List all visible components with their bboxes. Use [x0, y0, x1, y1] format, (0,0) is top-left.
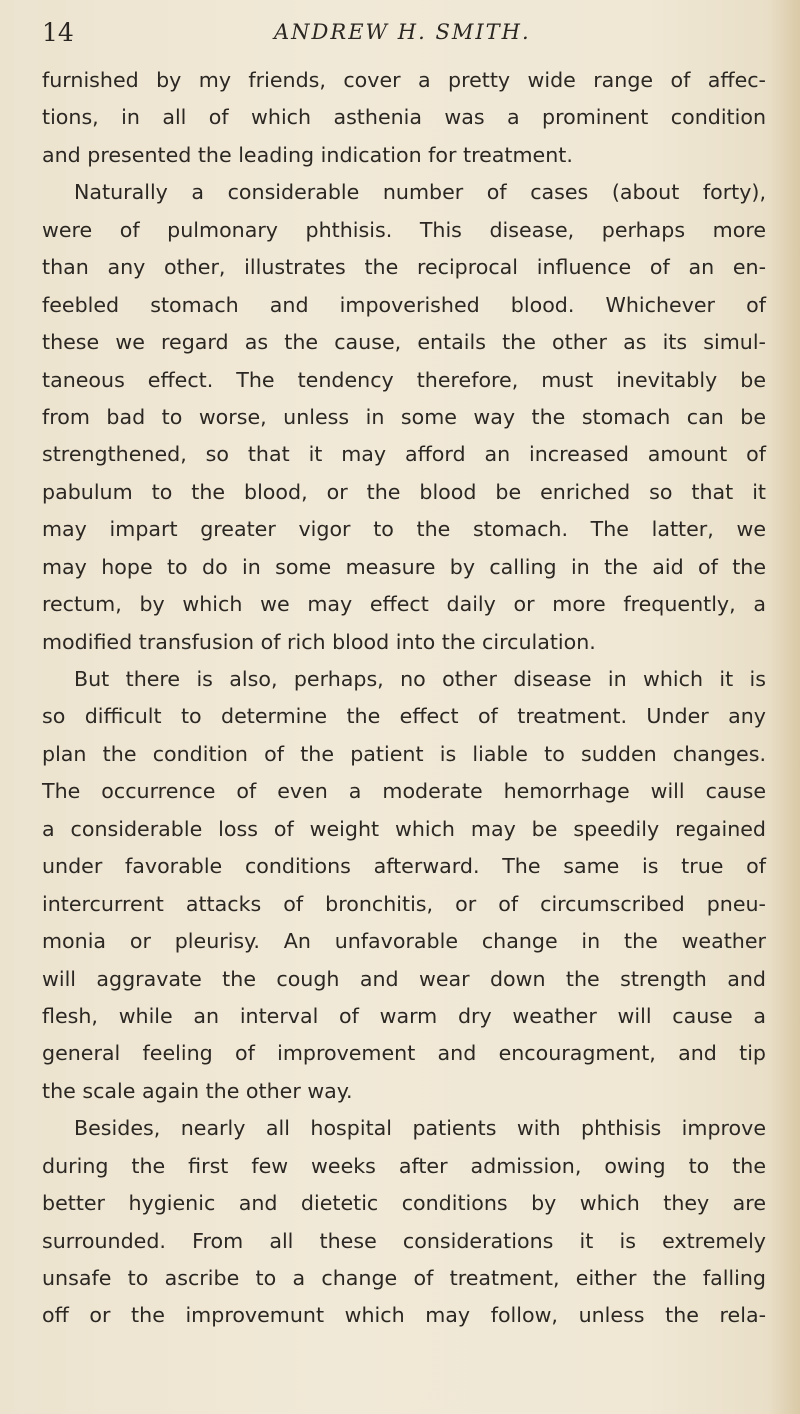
text-line: feebled stomach and impoverished blood. Whichever of: [42, 292, 766, 317]
body-text: [42, 62, 766, 1335]
text-line: the scale again the other way.: [42, 1078, 353, 1103]
running-head: [42, 18, 762, 52]
text-line: these we regard as the cause, entails the other as its simul-: [42, 330, 766, 355]
running-title: ANDREW H. SMITH.: [274, 20, 531, 44]
text-line: monia or pleurisy. An unfavorable change in the weather: [42, 929, 766, 954]
text-line: and presented the leading indication for treatment.: [42, 142, 573, 167]
text-line: during the first few weeks after admission, owing to the: [42, 1153, 766, 1178]
text-line: But there is also, perhaps, no other disease in which it is: [74, 667, 766, 691]
text-line: rectum, by which we may effect daily or more frequently, a: [42, 592, 766, 617]
text-line: under favorable conditions afterward. The same is true of: [42, 854, 766, 879]
text-line: so difficult to determine the effect of treatment. Under any: [42, 704, 766, 729]
text-line: modified transfusion of rich blood into the circulation.: [42, 629, 596, 654]
text-line: may impart greater vigor to the stomach. The latter, we: [42, 517, 766, 542]
text-line: tions, in all of which asthenia was a prominent condition: [42, 105, 766, 130]
text-line: strengthened, so that it may afford an increased amount of: [42, 442, 766, 467]
text-line: surrounded. From all these considerations it is extremely: [42, 1228, 766, 1253]
text-line: than any other, illustrates the reciprocal influence of an en-: [42, 255, 766, 280]
text-line: general feeling of improvement and encouragment, and tip: [42, 1041, 766, 1066]
text-line: a considerable loss of weight which may be speedily regained: [42, 816, 766, 841]
text-line: pabulum to the blood, or the blood be enriched so that it: [42, 479, 766, 504]
text-line: Besides, nearly all hospital patients with phthisis improve: [74, 1116, 766, 1141]
text-line: furnished by my friends, cover a pretty wide range of affec-: [42, 68, 766, 92]
text-line: were of pulmonary phthisis. This disease, perhaps more: [42, 217, 766, 242]
text-line: intercurrent attacks of bronchitis, or of circumscribed pneu-: [42, 891, 766, 916]
text-line: will aggravate the cough and wear down the strength and: [42, 966, 766, 991]
text-line: The occurrence of even a moderate hemorrhage will cause: [42, 779, 766, 804]
text-line: Naturally a considerable number of cases (about forty),: [74, 180, 766, 205]
text-line: may hope to do in some measure by calling in the aid of the: [42, 554, 766, 579]
text-line: plan the condition of the patient is liable to sudden changes.: [42, 741, 766, 766]
text-line: unsafe to ascribe to a change of treatment, either the falling: [42, 1266, 766, 1290]
text-line: taneous effect. The tendency therefore, must inevitably be: [42, 367, 766, 392]
text-line: better hygienic and dietetic conditions by which they are: [42, 1191, 766, 1216]
text-line: off or the improvemunt which may follow, unless the rela-: [42, 1303, 766, 1328]
text-line: from bad to worse, unless in some way the stomach can be: [42, 404, 766, 429]
page-number: 14: [42, 18, 74, 47]
text-line: flesh, while an interval of warm dry weather will cause a: [42, 1003, 766, 1028]
